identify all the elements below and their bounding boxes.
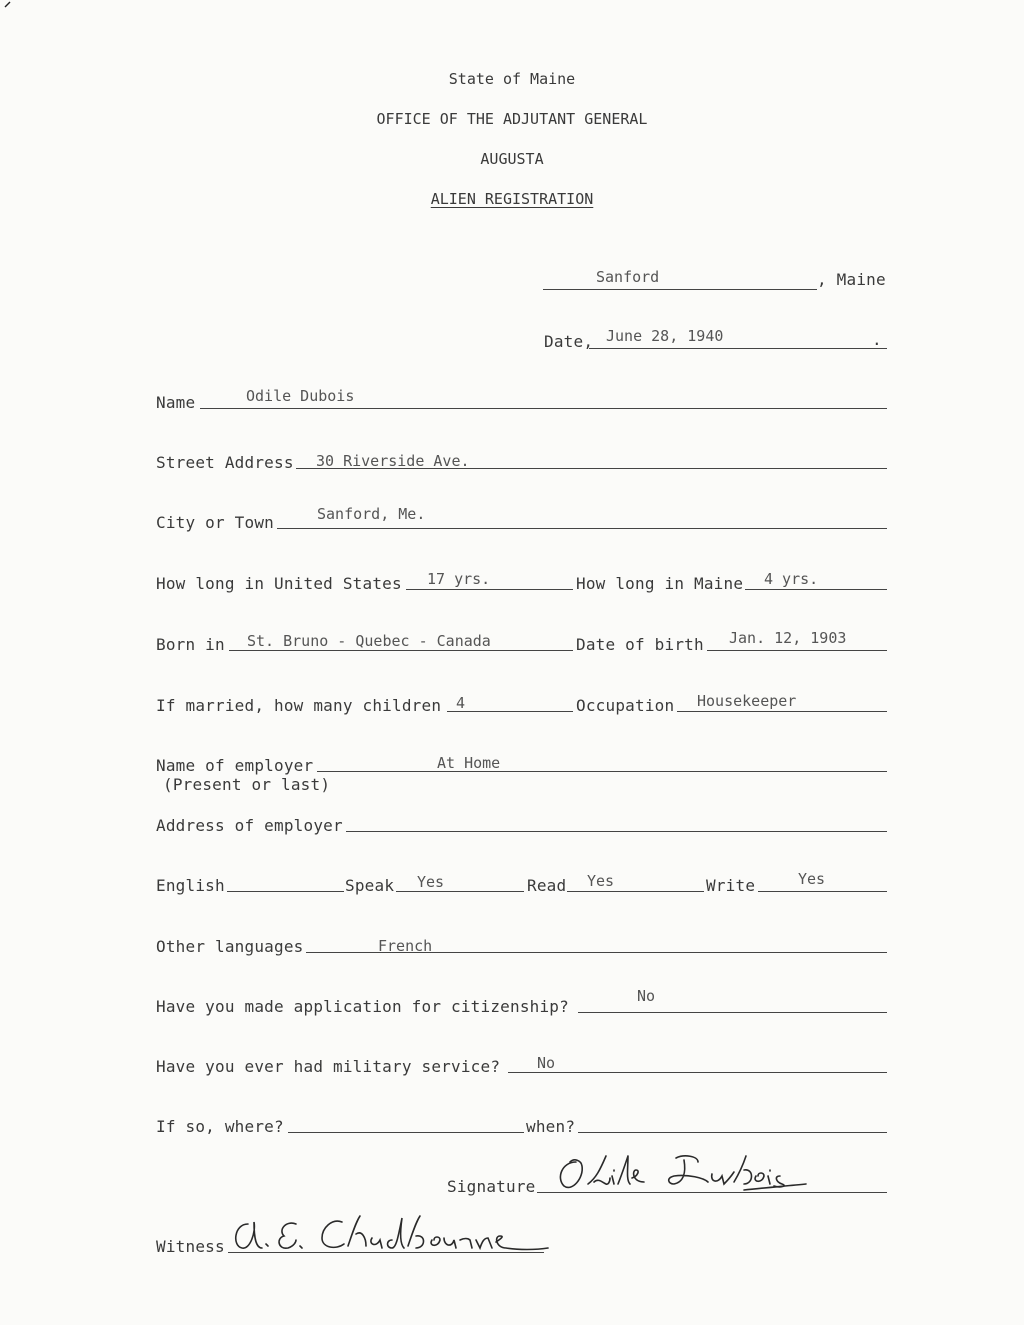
name-label: Name — [156, 393, 196, 412]
where-line — [288, 1132, 524, 1133]
city-value: Sanford, Me. — [317, 505, 426, 523]
citizenship-label: Have you made application for citizenship? — [156, 997, 569, 1016]
location-value: Sanford — [596, 268, 660, 286]
children-label: If married, how many children — [156, 696, 442, 715]
military-value: No — [537, 1054, 556, 1072]
city-line — [277, 528, 887, 529]
maine-duration-value: 4 yrs. — [764, 570, 819, 588]
born-line — [229, 650, 573, 651]
form-title: ALIEN REGISTRATION — [430, 190, 594, 208]
signature-label: Signature — [447, 1177, 536, 1196]
speak-line — [396, 891, 524, 892]
speak-label: Speak — [345, 876, 395, 895]
date-value: June 28, 1940 — [606, 327, 724, 345]
read-line — [567, 891, 704, 892]
where-label: If so, where? — [156, 1117, 284, 1136]
employer-label: Name of employer — [156, 756, 314, 775]
date-line — [589, 348, 887, 349]
header-state: State of Maine — [448, 70, 576, 88]
write-value: Yes — [798, 870, 826, 888]
dob-value: Jan. 12, 1903 — [729, 629, 847, 647]
date-label: Date, — [544, 332, 594, 351]
us-duration-line — [406, 589, 573, 590]
maine-duration-label: How long in Maine — [576, 574, 744, 593]
maine-duration-line — [745, 589, 887, 590]
location-suffix: , Maine — [817, 270, 886, 289]
occupation-label: Occupation — [576, 696, 675, 715]
name-value: Odile Dubois — [246, 387, 355, 405]
header-city: AUGUSTA — [480, 150, 544, 168]
military-label: Have you ever had military service? — [156, 1057, 501, 1076]
signature-image — [548, 1148, 818, 1198]
citizenship-line — [578, 1012, 887, 1013]
write-label: Write — [706, 876, 756, 895]
witness-label: Witness — [156, 1237, 225, 1256]
date-end: . — [872, 330, 882, 349]
dob-label: Date of birth — [576, 635, 704, 654]
employer-sublabel: (Present or last) — [163, 775, 331, 794]
english-label: English — [156, 876, 225, 895]
born-value: St. Bruno - Quebec - Canada — [247, 632, 491, 650]
born-label: Born in — [156, 635, 225, 654]
name-line — [200, 408, 887, 409]
header-office: OFFICE OF THE ADJUTANT GENERAL — [376, 110, 648, 128]
write-line — [758, 891, 887, 892]
when-line — [578, 1132, 887, 1133]
city-label: City or Town — [156, 513, 274, 532]
when-label: when? — [526, 1117, 576, 1136]
witness-signature-image — [226, 1208, 556, 1258]
children-value: 4 — [456, 694, 466, 712]
street-label: Street Address — [156, 453, 294, 472]
military-line — [508, 1072, 887, 1073]
occupation-line — [677, 711, 887, 712]
us-duration-value: 17 yrs. — [427, 570, 491, 588]
read-value: Yes — [587, 872, 615, 890]
children-line — [447, 711, 573, 712]
read-label: Read — [527, 876, 567, 895]
employer-address-label: Address of employer — [156, 816, 343, 835]
languages-label: Other languages — [156, 937, 304, 956]
citizenship-value: No — [637, 987, 656, 1005]
employer-value: At Home — [437, 754, 501, 772]
speak-value: Yes — [417, 873, 445, 891]
occupation-value: Housekeeper — [697, 692, 797, 710]
street-value: 30 Riverside Ave. — [316, 452, 470, 470]
languages-value: French — [378, 937, 433, 955]
employer-line — [317, 771, 887, 772]
employer-address-line — [346, 831, 887, 832]
corner-mark — [4, 0, 12, 8]
dob-line — [707, 650, 887, 651]
english-line — [227, 891, 344, 892]
us-duration-label: How long in United States — [156, 574, 402, 593]
location-line — [543, 289, 817, 290]
